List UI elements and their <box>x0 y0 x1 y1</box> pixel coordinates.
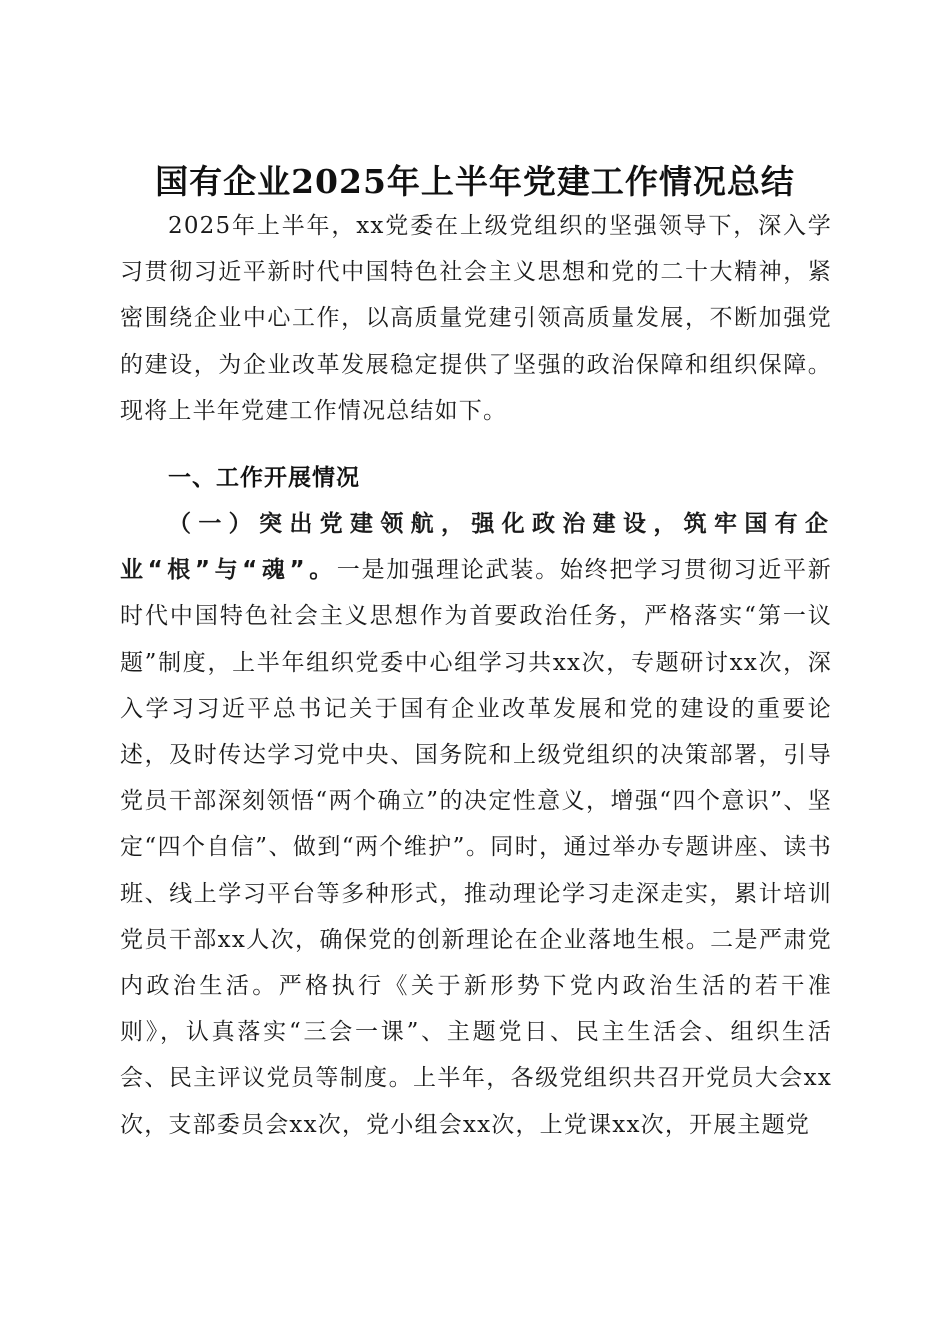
section-heading: 一、工作开展情况 <box>168 465 360 491</box>
subsection-paragraph <box>120 501 832 1181</box>
subsection-lead: （一）突出党建领航，强化政治建设，筑牢国有企业“根”与“魂”。 <box>120 511 832 584</box>
intro-paragraph: 2025年上半年，xx党委在上级党组织的坚强领导下，深入学习贯彻习近平新时代中国特色社会主义思想和党的二十大精神，紧密围绕企业中心工作，以高质量党建引领高质量发展，不断加强党的建设，为企业改革发展稳定提供了坚强的政治保障和组织保障。现将上半年党建工作情况总结如下。 <box>120 213 832 424</box>
subsection-body: 一是加强理论武装。始终把学习贯彻习近平新时代中国特色社会主义思想作为首要政治任务，严格落实“第一议题”制度，上半年组织党委中心组学习共xx次，专题研讨xx次，深入学习习近平总书记关于国有企业改革发展和党的建设的重要论述，及时传达学习党中央、国务院和上级党组织的决策部署，引导党员干部深刻领悟“两个确立”的决定性意义，增强“四个意识”、坚定“四个自信”、做到“两个维护”。同时，通过举办专题讲座、读书班、线上学习平台等多种形式，推动理论学习走深走实，累计培训党员干部xx人次，确保党的创新理论在企业落地生根。二是严肃党内政治生活。严格执行《关于新形势下党内政治生活的若干准则》，认真落实“三会一课”、主题党日、民主生活会、组织生活会、民主评议党员等制度。上半年，各级党组织共召开党员大会xx次，支部委员会xx次，党小组会xx次，上党课xx次，开展主题党 <box>120 557 832 1138</box>
document-title: 国有企业2025年上半年党建工作情况总结 <box>155 162 795 202</box>
